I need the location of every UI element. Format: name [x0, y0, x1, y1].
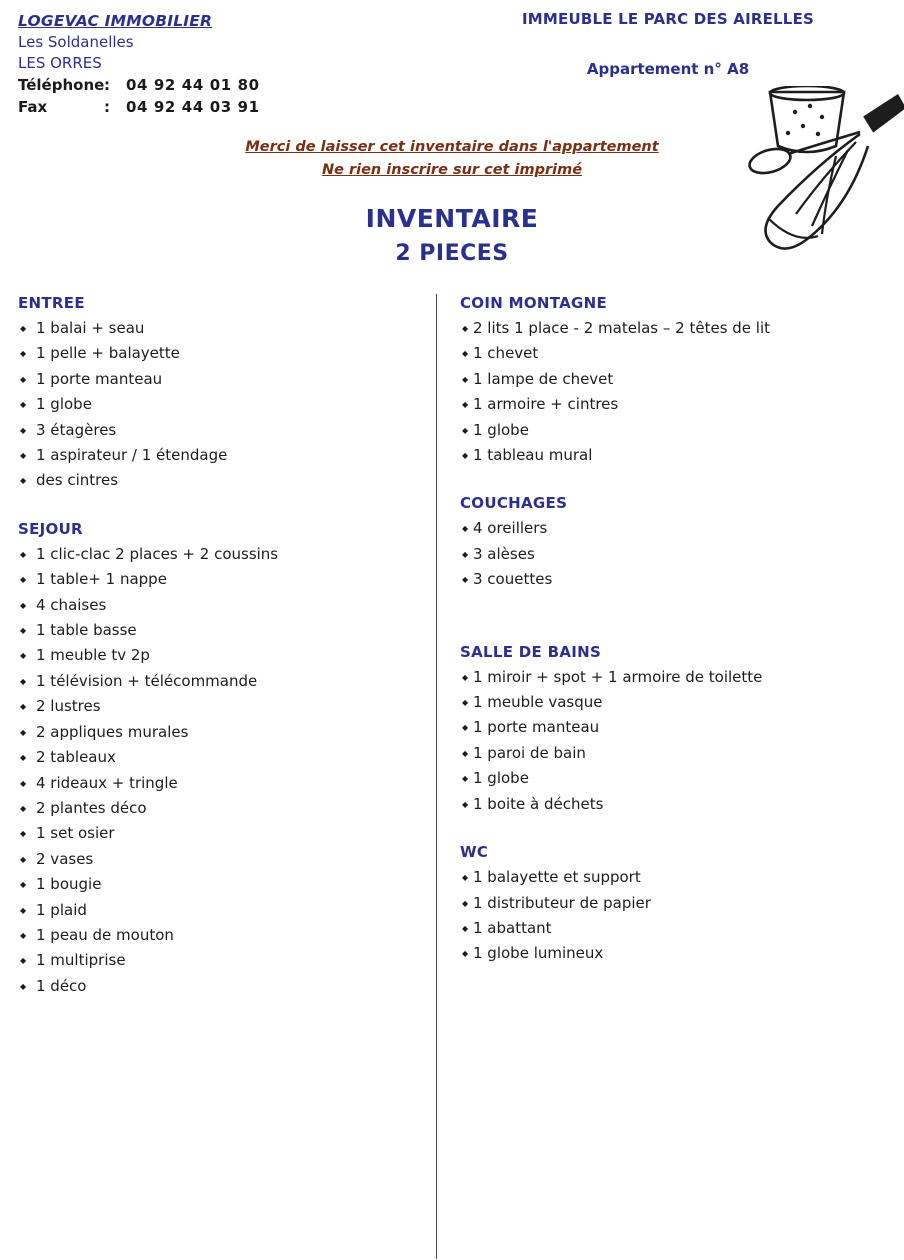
section-item-list: [18, 316, 418, 494]
list-item: ◆ 1 globe: [460, 418, 890, 443]
section-spacer: [460, 597, 890, 643]
list-item: ◆ 1 déco: [18, 974, 418, 999]
section-title: COUCHAGES: [460, 494, 568, 513]
list-item: ◆ 3 étagères: [18, 418, 418, 443]
section-item-list: [460, 865, 890, 967]
agency-address-line-1: Les Soldanelles: [18, 33, 134, 51]
section-wc: [460, 843, 890, 967]
phone-row: [18, 76, 448, 94]
list-item: ◆ 2 vases: [18, 847, 418, 872]
list-item: ◆ 1 abattant: [460, 916, 890, 941]
section-item-list: [460, 316, 890, 468]
list-item: ◆ 2 lits 1 place - 2 matelas – 2 têtes de lit: [460, 316, 890, 341]
section-entree: [18, 294, 418, 494]
building-block: [458, 10, 878, 78]
whisk-and-bowl-icon: [748, 86, 904, 261]
list-item: ◆ 4 rideaux + tringle: [18, 771, 418, 796]
notice-line-2: Ne rien inscrire sur cet imprimé: [321, 162, 583, 178]
list-item: ◆ 2 plantes déco: [18, 796, 418, 821]
fax-value: 04 92 44 03 91: [126, 98, 260, 116]
list-item: ◆ 1 balayette et support: [460, 865, 890, 890]
section-spacer: [460, 472, 890, 494]
list-item: ◆ 1 clic-clac 2 places + 2 coussins: [18, 542, 418, 567]
list-item: ◆ 1 télévision + télécommande: [18, 669, 418, 694]
list-item: ◆ 3 couettes: [460, 567, 890, 592]
section-salle-de-bains: [460, 643, 890, 817]
list-item: ◆ 1 globe: [460, 766, 890, 791]
column-divider: [436, 294, 437, 1259]
fax-row: [18, 98, 448, 116]
left-column: [18, 294, 418, 1003]
list-item: ◆ 1 multiprise: [18, 948, 418, 973]
section-spacer: [18, 498, 418, 520]
agency-block: [18, 12, 448, 116]
section-title: ENTREE: [18, 294, 85, 312]
building-title: IMMEUBLE LE PARC DES AIRELLES: [521, 10, 815, 28]
list-item: ◆ 1 plaid: [18, 898, 418, 923]
document-header: [18, 8, 886, 198]
phone-value: 04 92 44 01 80: [126, 76, 260, 94]
phone-label: Téléphone: [18, 76, 105, 94]
list-item: ◆ 1 boite à déchets: [460, 792, 890, 817]
list-item: ◆ 1 paroi de bain: [460, 741, 890, 766]
list-item: ◆ 1 meuble tv 2p: [18, 643, 418, 668]
list-item: ◆ 1 miroir + spot + 1 armoire de toilette: [460, 665, 890, 690]
fax-colon: :: [104, 98, 110, 116]
list-item: ◆ 1 tableau mural: [460, 443, 890, 468]
section-spacer: [460, 821, 890, 843]
list-item: ◆ 1 lampe de chevet: [460, 367, 890, 392]
section-item-list: [18, 542, 418, 999]
section-couchages: [460, 494, 890, 592]
section-item-list: [460, 665, 890, 817]
list-item: ◆ 1 pelle + balayette: [18, 341, 418, 366]
page-title-line-1: INVENTAIRE: [365, 204, 539, 233]
list-item: ◆ 1 balai + seau: [18, 316, 418, 341]
list-item: ◆ 1 table+ 1 nappe: [18, 567, 418, 592]
list-item: ◆ 1 porte manteau: [18, 367, 418, 392]
list-item: ◆ 1 armoire + cintres: [460, 392, 890, 417]
notice-line-1: Merci de laisser cet inventaire dans l'appartement: [245, 139, 659, 155]
list-item: ◆ des cintres: [18, 468, 418, 493]
list-item: ◆ 2 appliques murales: [18, 720, 418, 745]
section-item-list: [460, 516, 890, 592]
list-item: ◆ 1 distributeur de papier: [460, 891, 890, 916]
section-coin-montagne: [460, 294, 890, 468]
list-item: ◆ 4 chaises: [18, 593, 418, 618]
section-title: SALLE DE BAINS: [460, 642, 602, 661]
list-item: ◆ 1 chevet: [460, 341, 890, 366]
list-item: ◆ 1 meuble vasque: [460, 690, 890, 715]
list-item: ◆ 4 oreillers: [460, 516, 890, 541]
list-item: ◆ 1 globe: [18, 392, 418, 417]
list-item: ◆ 1 aspirateur / 1 étendage: [18, 443, 418, 468]
fax-label: Fax: [18, 98, 48, 116]
inventory-columns: [18, 294, 886, 1259]
section-title: SEJOUR: [18, 519, 83, 538]
phone-colon: :: [104, 76, 110, 94]
list-item: ◆ 1 bougie: [18, 872, 418, 897]
section-sejour: [18, 520, 418, 999]
list-item: ◆ 2 lustres: [18, 694, 418, 719]
agency-address-line-2: LES ORRES: [18, 54, 102, 72]
list-item: ◆ 1 table basse: [18, 618, 418, 643]
list-item: ◆ 1 set osier: [18, 821, 418, 846]
section-title: COIN MONTAGNE: [460, 294, 608, 312]
right-column: [460, 294, 890, 971]
list-item: ◆ 1 globe lumineux: [460, 941, 890, 966]
list-item: ◆ 2 tableaux: [18, 745, 418, 770]
page-title-line-2: 2 PIECES: [395, 241, 509, 266]
list-item: ◆ 1 peau de mouton: [18, 923, 418, 948]
list-item: ◆ 3 alèses: [460, 542, 890, 567]
section-title: WC: [460, 843, 489, 862]
list-item: ◆ 1 porte manteau: [460, 715, 890, 740]
apartment-number: Appartement n° A8: [586, 60, 750, 78]
agency-name: LOGEVAC IMMOBILIER: [18, 12, 213, 30]
